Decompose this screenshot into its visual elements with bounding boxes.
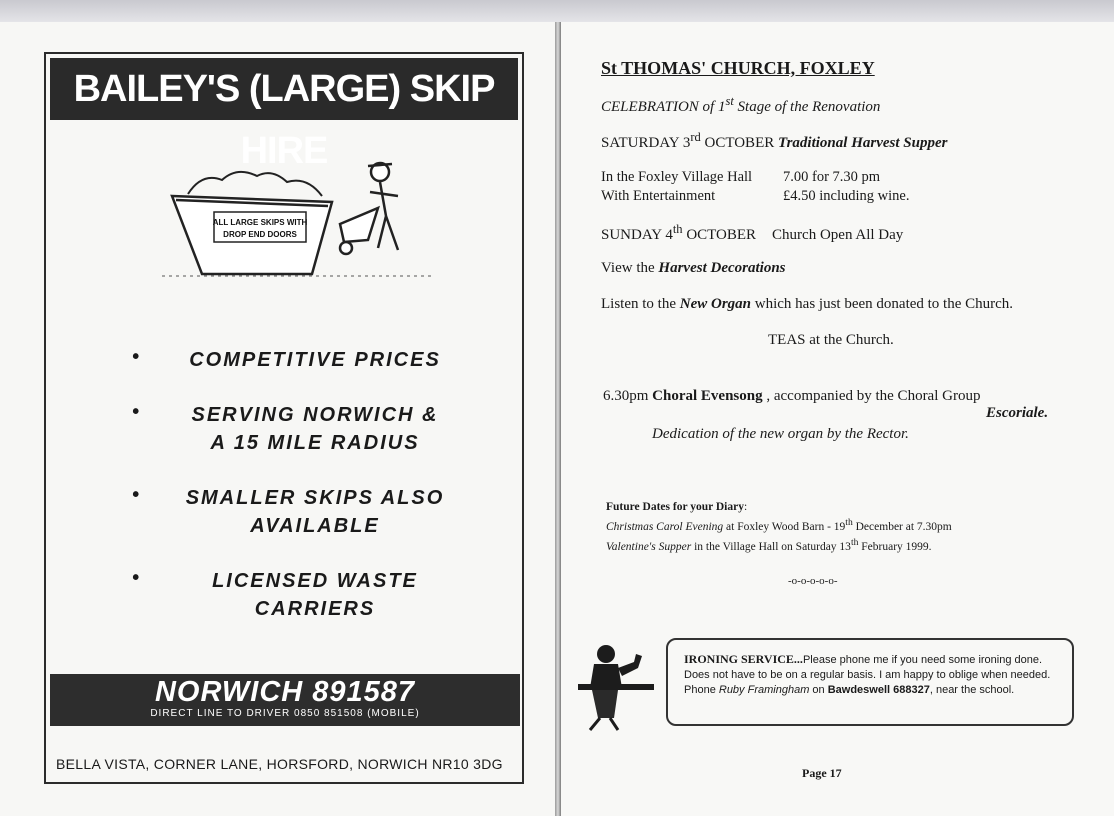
listen-line: Listen to the New Organ which has just been donated to the Church. xyxy=(601,296,1014,312)
bullet: • xyxy=(132,484,142,506)
skip-label-line1: ALL LARGE SKIPS WITH xyxy=(212,218,308,227)
saturday-line: SATURDAY 3rd OCTOBER Traditional Harvest Supper xyxy=(601,130,948,151)
teas-line: TEAS at the Church. xyxy=(768,332,894,348)
view-line: View the Harvest Decorations xyxy=(601,260,786,276)
page-number: Page 17 xyxy=(802,766,842,780)
ironing-line2: Does not have to be on a regular basis. I am happy to oblige when needed. xyxy=(684,669,1051,681)
hall-time: 7.00 for 7.30 pm xyxy=(783,169,881,185)
worker-illustration xyxy=(340,163,398,254)
feature-item xyxy=(132,401,472,457)
feature-item xyxy=(132,484,472,540)
advert-feature-list xyxy=(132,346,472,650)
hall-details xyxy=(601,168,909,206)
bullet: • xyxy=(132,346,142,368)
diary-line: Christmas Carol Evening at Foxley Wood Barn - 19th December at 7.30pm xyxy=(606,517,952,533)
church-title: St THOMAS' CHURCH, FOXLEY xyxy=(601,58,875,78)
advert-title: BAILEY'S (LARGE) SKIP HIRE xyxy=(50,58,518,120)
phone-banner xyxy=(50,674,520,726)
feature-text: SERVING NORWICH & xyxy=(191,404,439,426)
feature-item xyxy=(132,567,472,623)
feature-text-line2: A 15 MILE RADIUS xyxy=(210,432,420,454)
feature-text: SMALLER SKIPS ALSO xyxy=(185,487,445,509)
bullet: • xyxy=(132,401,142,423)
feature-text-line2: AVAILABLE xyxy=(250,515,380,537)
ironing-figure-icon xyxy=(578,640,658,732)
diary-line: Valentine's Supper in the Village Hall on Saturday 13th February 1999. xyxy=(606,536,932,553)
skip-label-line2: DROP END DOORS xyxy=(223,230,297,239)
ironing-line1: IRONING SERVICE...Please phone me if you need some ironing done. xyxy=(684,652,1043,666)
ironing-line3: Phone Ruby Framingham on Bawdeswell 688327, near the school. xyxy=(684,684,1015,696)
future-dates xyxy=(606,500,952,555)
driver-direct-line: DIRECT LINE TO DRIVER 0850 851508 (MOBILE) xyxy=(150,708,420,719)
feature-item xyxy=(132,346,472,374)
sunday-line: SUNDAY 4th OCTOBER Church Open All Day xyxy=(601,222,904,243)
scan-top-edge xyxy=(0,0,1114,22)
celebration-line: CELEBRATION of 1st Stage of the Renovation xyxy=(601,94,881,115)
phone-number: NORWICH 891587 xyxy=(154,676,416,708)
evensong-line: 6.30pm Choral Evensong , accompanied by the Choral Group xyxy=(603,388,981,404)
advert-address: BELLA VISTA, CORNER LANE, HORSFORD, NORWICH NR10 3DG xyxy=(56,756,503,772)
skip-and-worker-illustration xyxy=(162,152,432,284)
diary-heading: Future Dates for your Diary: xyxy=(606,501,748,513)
bullet: • xyxy=(132,567,142,589)
entertainment: With Entertainment xyxy=(601,188,716,204)
supper-price: £4.50 including wine. xyxy=(783,188,910,204)
feature-text: COMPETITIVE PRICES xyxy=(189,349,441,371)
feature-text: LICENSED WASTE xyxy=(212,570,418,592)
choral-group-name: Escoriale. xyxy=(986,405,1049,421)
skip-hire-advert xyxy=(44,52,524,784)
hall-venue: In the Foxley Village Hall xyxy=(601,169,753,185)
ironing-service-ad xyxy=(666,638,1074,726)
feature-text-line2: CARRIERS xyxy=(254,598,376,620)
section-separator: -o-o-o-o-o- xyxy=(788,575,838,587)
dedication-line: Dedication of the new organ by the Rector. xyxy=(652,426,909,442)
